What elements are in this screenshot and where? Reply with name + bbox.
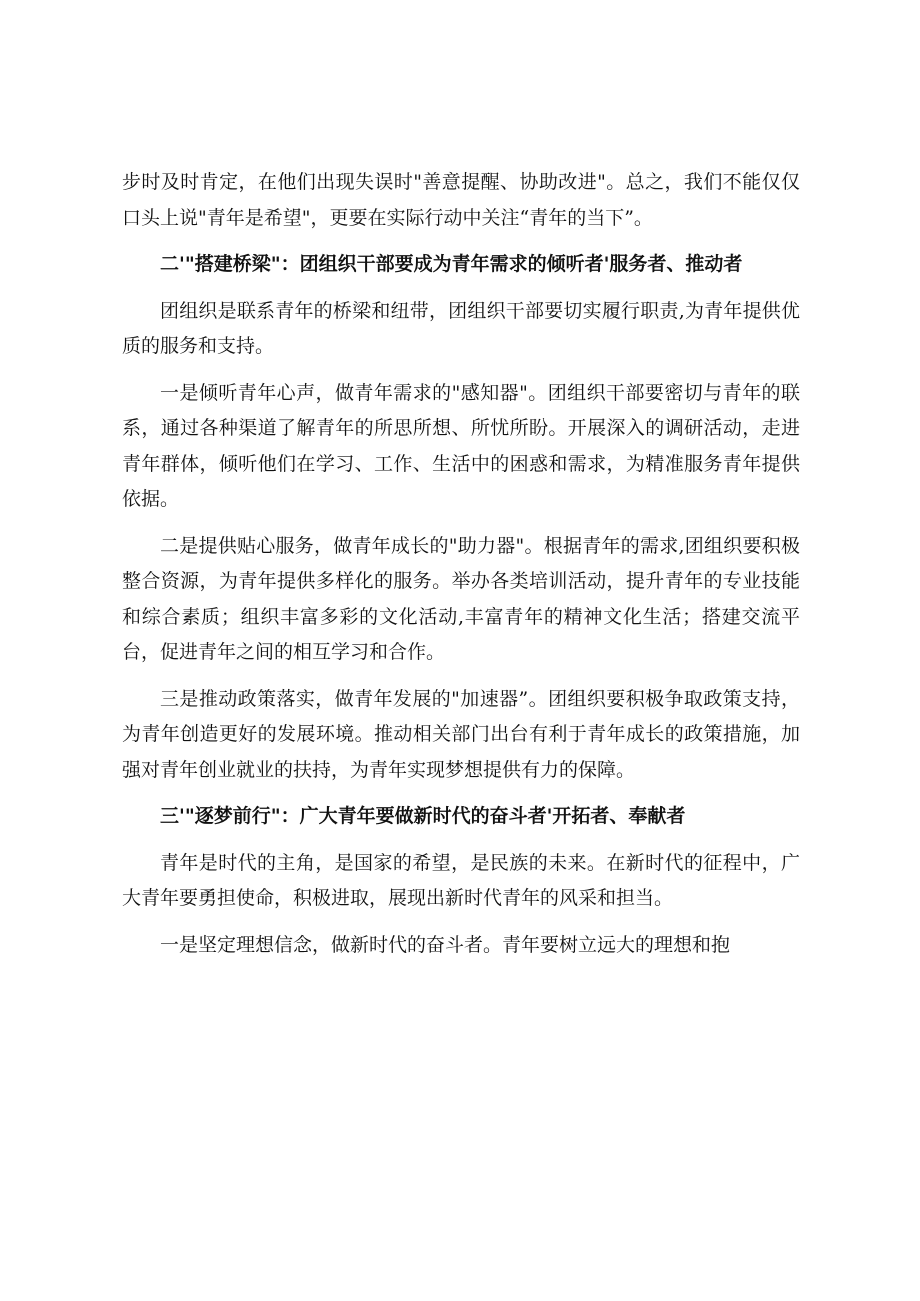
section-heading-2: 二'"搭建桥梁"：团组织干部要成为青年需求的倾听者'服务者、推动者 — [160, 253, 743, 275]
paragraph-point-3-1: 一是坚定理想信念，做新时代的奋斗者。青年要树立远大的理想和抱 — [160, 933, 731, 956]
paragraph-point-2-3: 三是推动政策落实，做青年发展的"加速器”。团组织要积极争取政策支持，为青年创造更好的发展环境。推动相关部门出台有利于青年成长的政策措施，加强对青年创业就业的扶持，为青年实现梦想提供有力的保障。 — [122, 687, 800, 781]
paragraph-intro-3: 青年是时代的主角，是国家的希望，是民族的未来。在新时代的征程中，广大青年要勇担使命，积极进取，展现出新时代青年的风采和担当。 — [122, 851, 800, 909]
section-heading-3: 三'"逐梦前行"：广大青年要做新时代的奋斗者'开拓者、奉献者 — [160, 805, 686, 827]
paragraph-point-2-2: 二是提供贴心服务，做青年成长的"助力器"。根据青年的需求,团组织要积极整合资源，为青年提供多样化的服务。举办各类培训活动，提升青年的专业技能和综合素质；组织丰富多彩的文化活动,丰富青年的精神文化生活；搭建交流平台，促进青年之间的相互学习和合作。 — [122, 534, 800, 663]
paragraph-continuation: 步时及时肯定，在他们出现失误时"善意提醒、协助改进"。总之，我们不能仅仅口头上说"青年是希望"，更要在实际行动中关注“青年的当下”。 — [122, 171, 800, 229]
paragraph-intro-2: 团组织是联系青年的桥梁和纽带，团组织干部要切实履行职责,为青年提供优质的服务和支持。 — [122, 299, 800, 357]
document-body — [122, 165, 800, 974]
paragraph-point-2-1: 一是倾听青年心声，做青年需求的"感知器"。团组织干部要密切与青年的联系，通过各种渠道了解青年的所思所想、所忧所盼。开展深入的调研活动，走进青年群体，倾听他们在学习、工作、生活中的困惑和需求，为精准服务青年提供依据。 — [122, 381, 800, 510]
